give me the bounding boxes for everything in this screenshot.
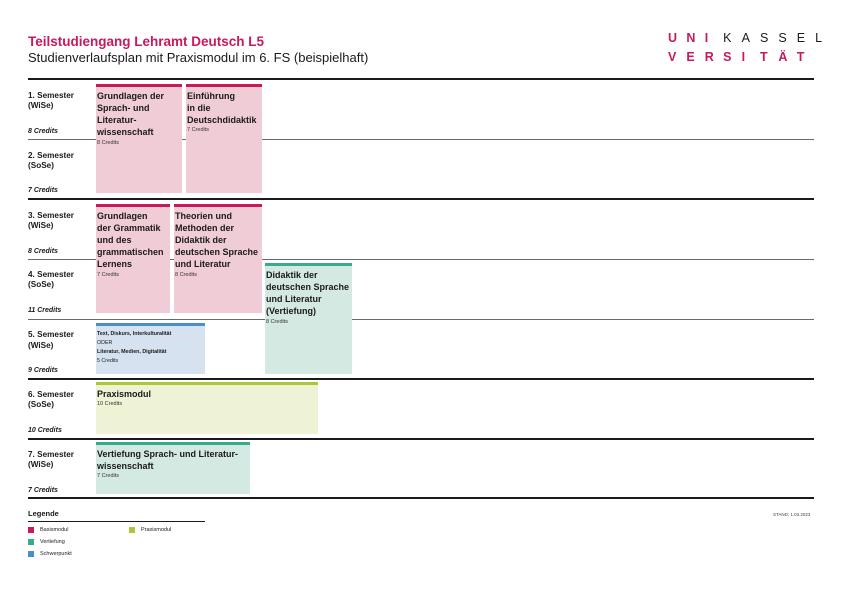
semester-divider [28,438,814,440]
schwerpunkt-or: ODER [97,340,113,346]
logo-letter: S [759,31,769,45]
module-vertiefung-sprach-literatur [96,442,250,494]
logo-letter: U [668,31,678,45]
logo-letter: S [723,50,732,64]
semester-label-6: 6. Semester (SoSe) [28,390,74,409]
semester-divider [28,378,814,380]
schwerpunkt-option-2: Literatur, Medien, Digitalität [97,349,167,355]
semester-credits-2: 7 Credits [28,187,58,194]
semester-divider [28,319,814,320]
semester-label-2: 2. Semester (SoSe) [28,151,74,170]
semester-credits-1: 8 Credits [28,128,58,135]
legend-swatch [28,551,34,557]
module-einfuehrung-deutschdidaktik [186,84,262,193]
module-didaktik-vertiefung [265,263,352,374]
module-credits: 7 Credits [187,127,210,133]
logo-letter: V [668,50,677,64]
university-logo-row-2 [668,50,805,64]
module-praxismodul [96,382,318,434]
module-grundlagen-grammatik [96,204,170,313]
logo-letter: R [704,50,714,64]
module-title: Vertiefung Sprach- und Literatur- wissenschaft [97,449,239,471]
module-title: Einführung in die Deutschdidaktik [187,91,257,125]
document-stand-date: STAND: 1.03.2023 [773,512,811,517]
module-color-bar [96,442,250,445]
module-color-bar [96,382,318,385]
logo-letter: T [796,50,805,64]
logo-letter: I [741,50,746,64]
semester-label-1: 1. Semester (WiSe) [28,91,74,110]
module-title: Grundlagen der Sprach- und Literatur- wissenschaft [97,91,165,137]
logo-letter: Ä [778,50,788,64]
legend-swatch [28,539,34,545]
semester-divider [28,198,814,200]
module-credits: 10 Credits [97,401,123,407]
header-divider [28,78,814,80]
logo-letter: A [741,31,750,45]
module-color-bar [186,84,262,87]
legend-swatch [28,527,34,533]
semester-credits-6: 10 Credits [28,427,62,434]
logo-letter: T [759,50,768,64]
module-credits: 5 Credits [97,358,119,364]
university-logo-row-1 [668,31,823,45]
semester-credits-5: 9 Credits [28,367,58,374]
page-subtitle: Studienverlaufsplan mit Praxismodul im 6. FS (beispielhaft) [28,50,369,65]
module-color-bar [174,204,262,207]
module-title: Theorien und Methoden der Didaktik der deutschen Sprache und Literatur [175,211,259,269]
module-schwerpunkt [96,323,205,374]
legend-title: Legende [28,509,59,518]
semester-label-5: 5. Semester (WiSe) [28,330,74,350]
module-grundlagen-sprach-literatur [96,84,182,193]
semester-label-3: 3. Semester (WiSe) [28,211,74,230]
module-credits: 8 Credits [266,319,289,325]
logo-letter: N [686,31,696,45]
page-title: Teilstudiengang Lehramt Deutsch L5 [28,34,265,49]
module-color-bar [96,323,205,326]
module-credits: 8 Credits [97,140,120,146]
semester-label-7: 7. Semester (WiSe) [28,450,74,469]
logo-letter: S [778,31,787,45]
module-color-bar [96,84,182,87]
legend-swatch [129,527,135,533]
semester-credits-4: 11 Credits [28,307,62,314]
schwerpunkt-option-1: Text, Diskurs, Interkulturalität [97,331,172,337]
module-title: Praxismodul [97,389,152,399]
module-title: Grundlagen der Grammatik und des grammatischen Lernens [97,211,164,269]
module-credits: 8 Credits [175,272,198,278]
logo-letter: I [704,31,709,45]
semester-divider [28,497,814,499]
module-title: Didaktik der deutschen Sprache und Literatur (Vertiefung) [266,270,350,316]
module-color-bar [96,204,170,207]
legend-divider [28,521,205,522]
semester-label-4: 4. Semester (SoSe) [28,270,74,289]
module-theorien-methoden-didaktik [174,204,262,313]
logo-letter: E [686,50,695,64]
module-color-bar [265,263,352,266]
semester-credits-3: 8 Credits [28,248,58,255]
logo-letter: L [815,31,823,45]
logo-letter: E [796,31,806,45]
logo-letter: K [723,31,732,45]
semester-credits-7: 7 Credits [28,487,58,494]
module-credits: 7 Credits [97,272,120,278]
module-credits: 7 Credits [97,473,120,479]
